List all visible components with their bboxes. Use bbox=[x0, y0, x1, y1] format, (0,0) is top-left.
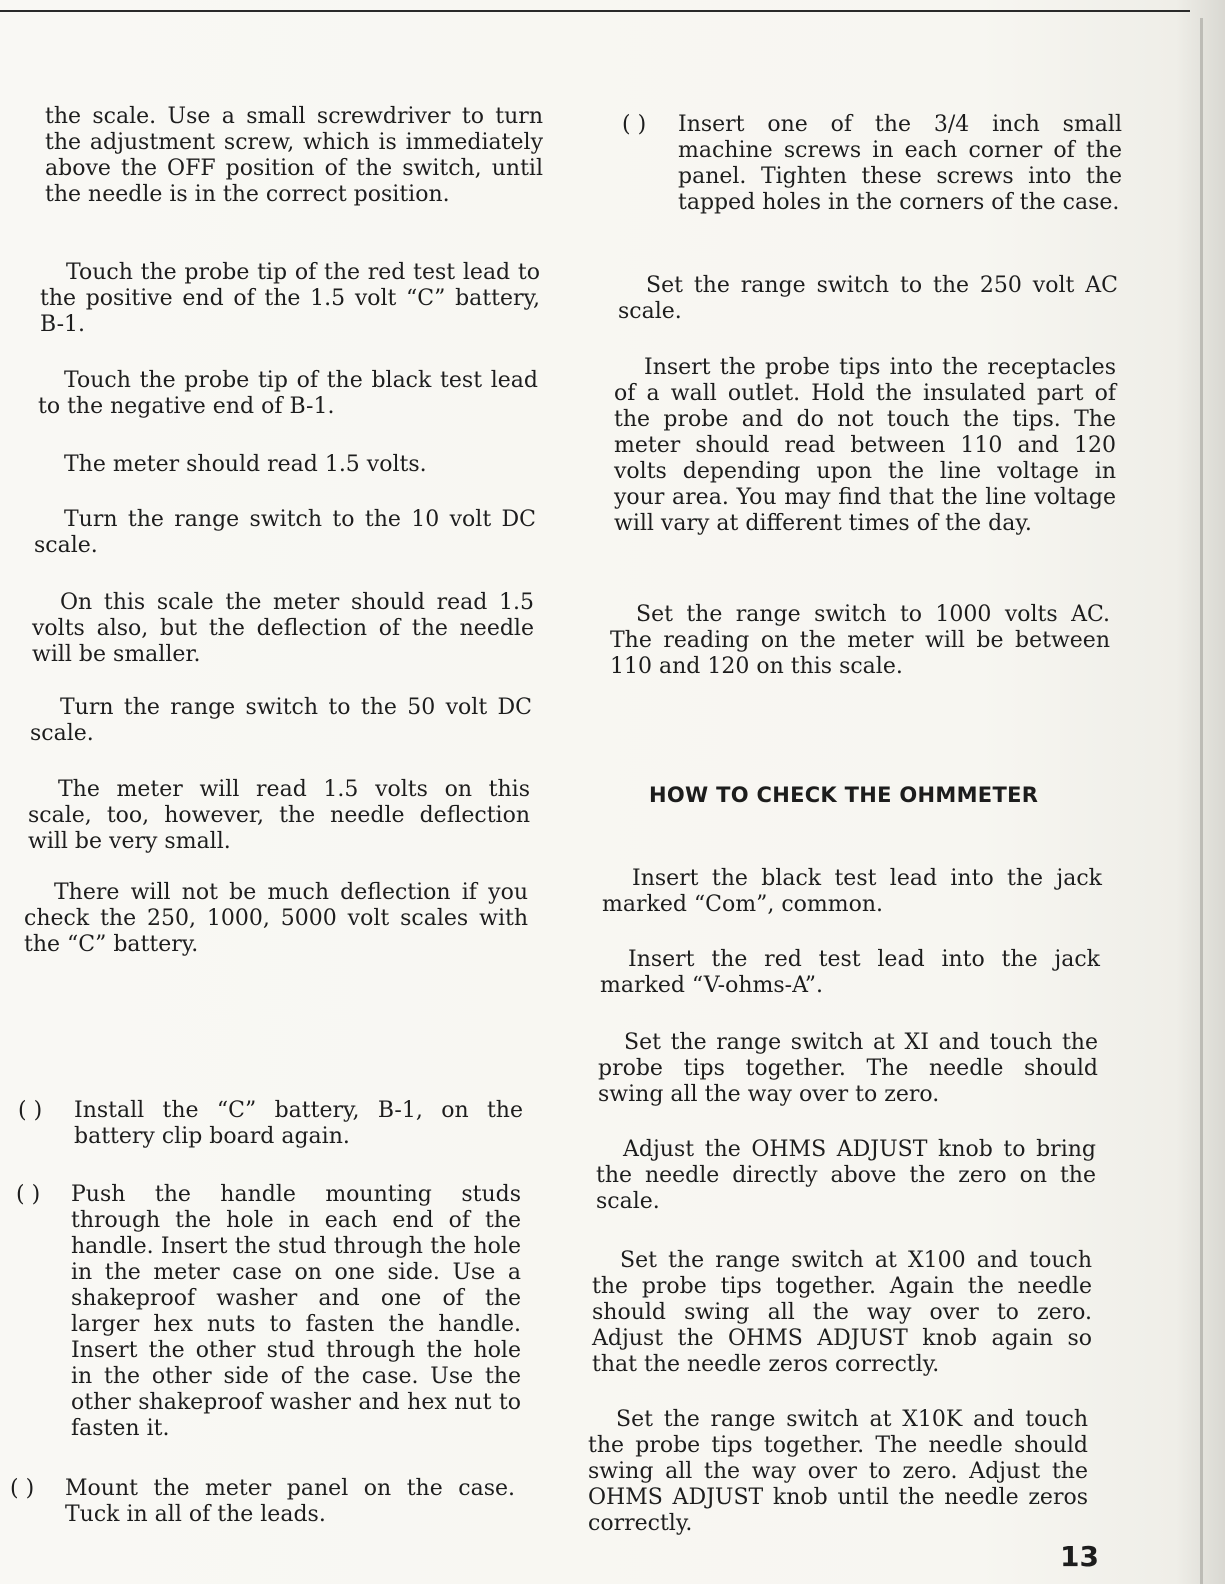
top-rule bbox=[0, 0, 1190, 12]
paragraph: Adjust the OHMS ADJUST knob to bring the needle directly above the zero on the scale. bbox=[596, 1137, 1096, 1214]
checkbox[interactable]: ( ) bbox=[16, 1182, 41, 1207]
checklist-step bbox=[622, 112, 1122, 216]
paragraph: There will not be much deflection if you check the 250, 1000, 5000 volt scales with the “C” battery. bbox=[24, 880, 528, 957]
step-text: Push the handle mounting studs through the hole in each end of the handle. Insert the stud through the hole in the meter case on one side. Use a shakeproof washer and one of the larger hex nuts to fasten the handle. Insert the other stud through the hole in the other side of the case. Use the other shakeproof washer and hex nut to fasten it. bbox=[71, 1182, 521, 1441]
paragraph: Turn the range switch to the 50 volt DC scale. bbox=[30, 695, 532, 746]
checklist-step bbox=[18, 1098, 523, 1150]
checkbox[interactable]: ( ) bbox=[18, 1098, 43, 1123]
paragraph: Insert the probe tips into the receptacles of a wall outlet. Hold the insulated part of the probe and do not touch the tips. The meter should read between 110 and 120 volts depending upon the line voltage in your area. You may find that the line voltage will vary at different times of the day. bbox=[614, 355, 1116, 536]
paragraph: Insert the black test lead into the jack marked “Com”, common. bbox=[602, 866, 1102, 917]
paragraph: the scale. Use a small screwdriver to turn the adjustment screw, which is immediately above the OFF position of the switch, until the needle is in the correct position. bbox=[45, 104, 543, 207]
paragraph: Set the range switch at X100 and touch the probe tips together. Again the needle should swing all the way over to zero. Adjust the OHMS ADJUST knob again so that the needle zeros correctly. bbox=[592, 1248, 1092, 1377]
section-heading: HOW TO CHECK THE OHMMETER bbox=[649, 783, 1039, 807]
paragraph: The meter will read 1.5 volts on this scale, too, however, the needle deflection will be very small. bbox=[28, 777, 530, 854]
paragraph: Set the range switch to the 250 volt AC scale. bbox=[618, 273, 1118, 324]
paragraph: Set the range switch to 1000 volts AC. The reading on the meter will be between 110 and 120 on this scale. bbox=[610, 602, 1110, 679]
step-text: Mount the meter panel on the case. Tuck in all of the leads. bbox=[65, 1476, 515, 1527]
checklist-step bbox=[16, 1182, 521, 1442]
page-number: 13 bbox=[1060, 1540, 1099, 1573]
step-text: Insert one of the 3/4 inch small machine screws in each corner of the panel. Tighten these screws into the tapped holes in the corners of the case. bbox=[678, 112, 1122, 215]
checkbox[interactable]: ( ) bbox=[10, 1476, 35, 1501]
paragraph: The meter should read 1.5 volts. bbox=[64, 452, 427, 477]
paragraph: Set the range switch at XI and touch the probe tips together. The needle should swing all the way over to zero. bbox=[598, 1030, 1098, 1107]
checkbox[interactable]: ( ) bbox=[622, 112, 647, 137]
step-text: Install the “C” battery, B-1, on the battery clip board again. bbox=[74, 1098, 523, 1149]
paragraph: On this scale the meter should read 1.5 volts also, but the deflection of the needle will be smaller. bbox=[32, 590, 534, 667]
paragraph: Set the range switch at X10K and touch the probe tips together. The needle should swing all the way over to zero. Adjust the OHMS ADJUST knob until the needle zeros correctly. bbox=[588, 1407, 1088, 1536]
paragraph: Touch the probe tip of the red test lead to the positive end of the 1.5 volt “C” battery, B-1. bbox=[40, 260, 540, 337]
paragraph: Touch the probe tip of the black test lead to the negative end of B-1. bbox=[38, 368, 538, 419]
page-edge-shadow bbox=[1200, 18, 1203, 1584]
paragraph: Insert the red test lead into the jack marked “V-ohms-A”. bbox=[600, 947, 1100, 998]
checklist-step bbox=[10, 1476, 515, 1528]
paragraph: Turn the range switch to the 10 volt DC scale. bbox=[34, 507, 536, 558]
